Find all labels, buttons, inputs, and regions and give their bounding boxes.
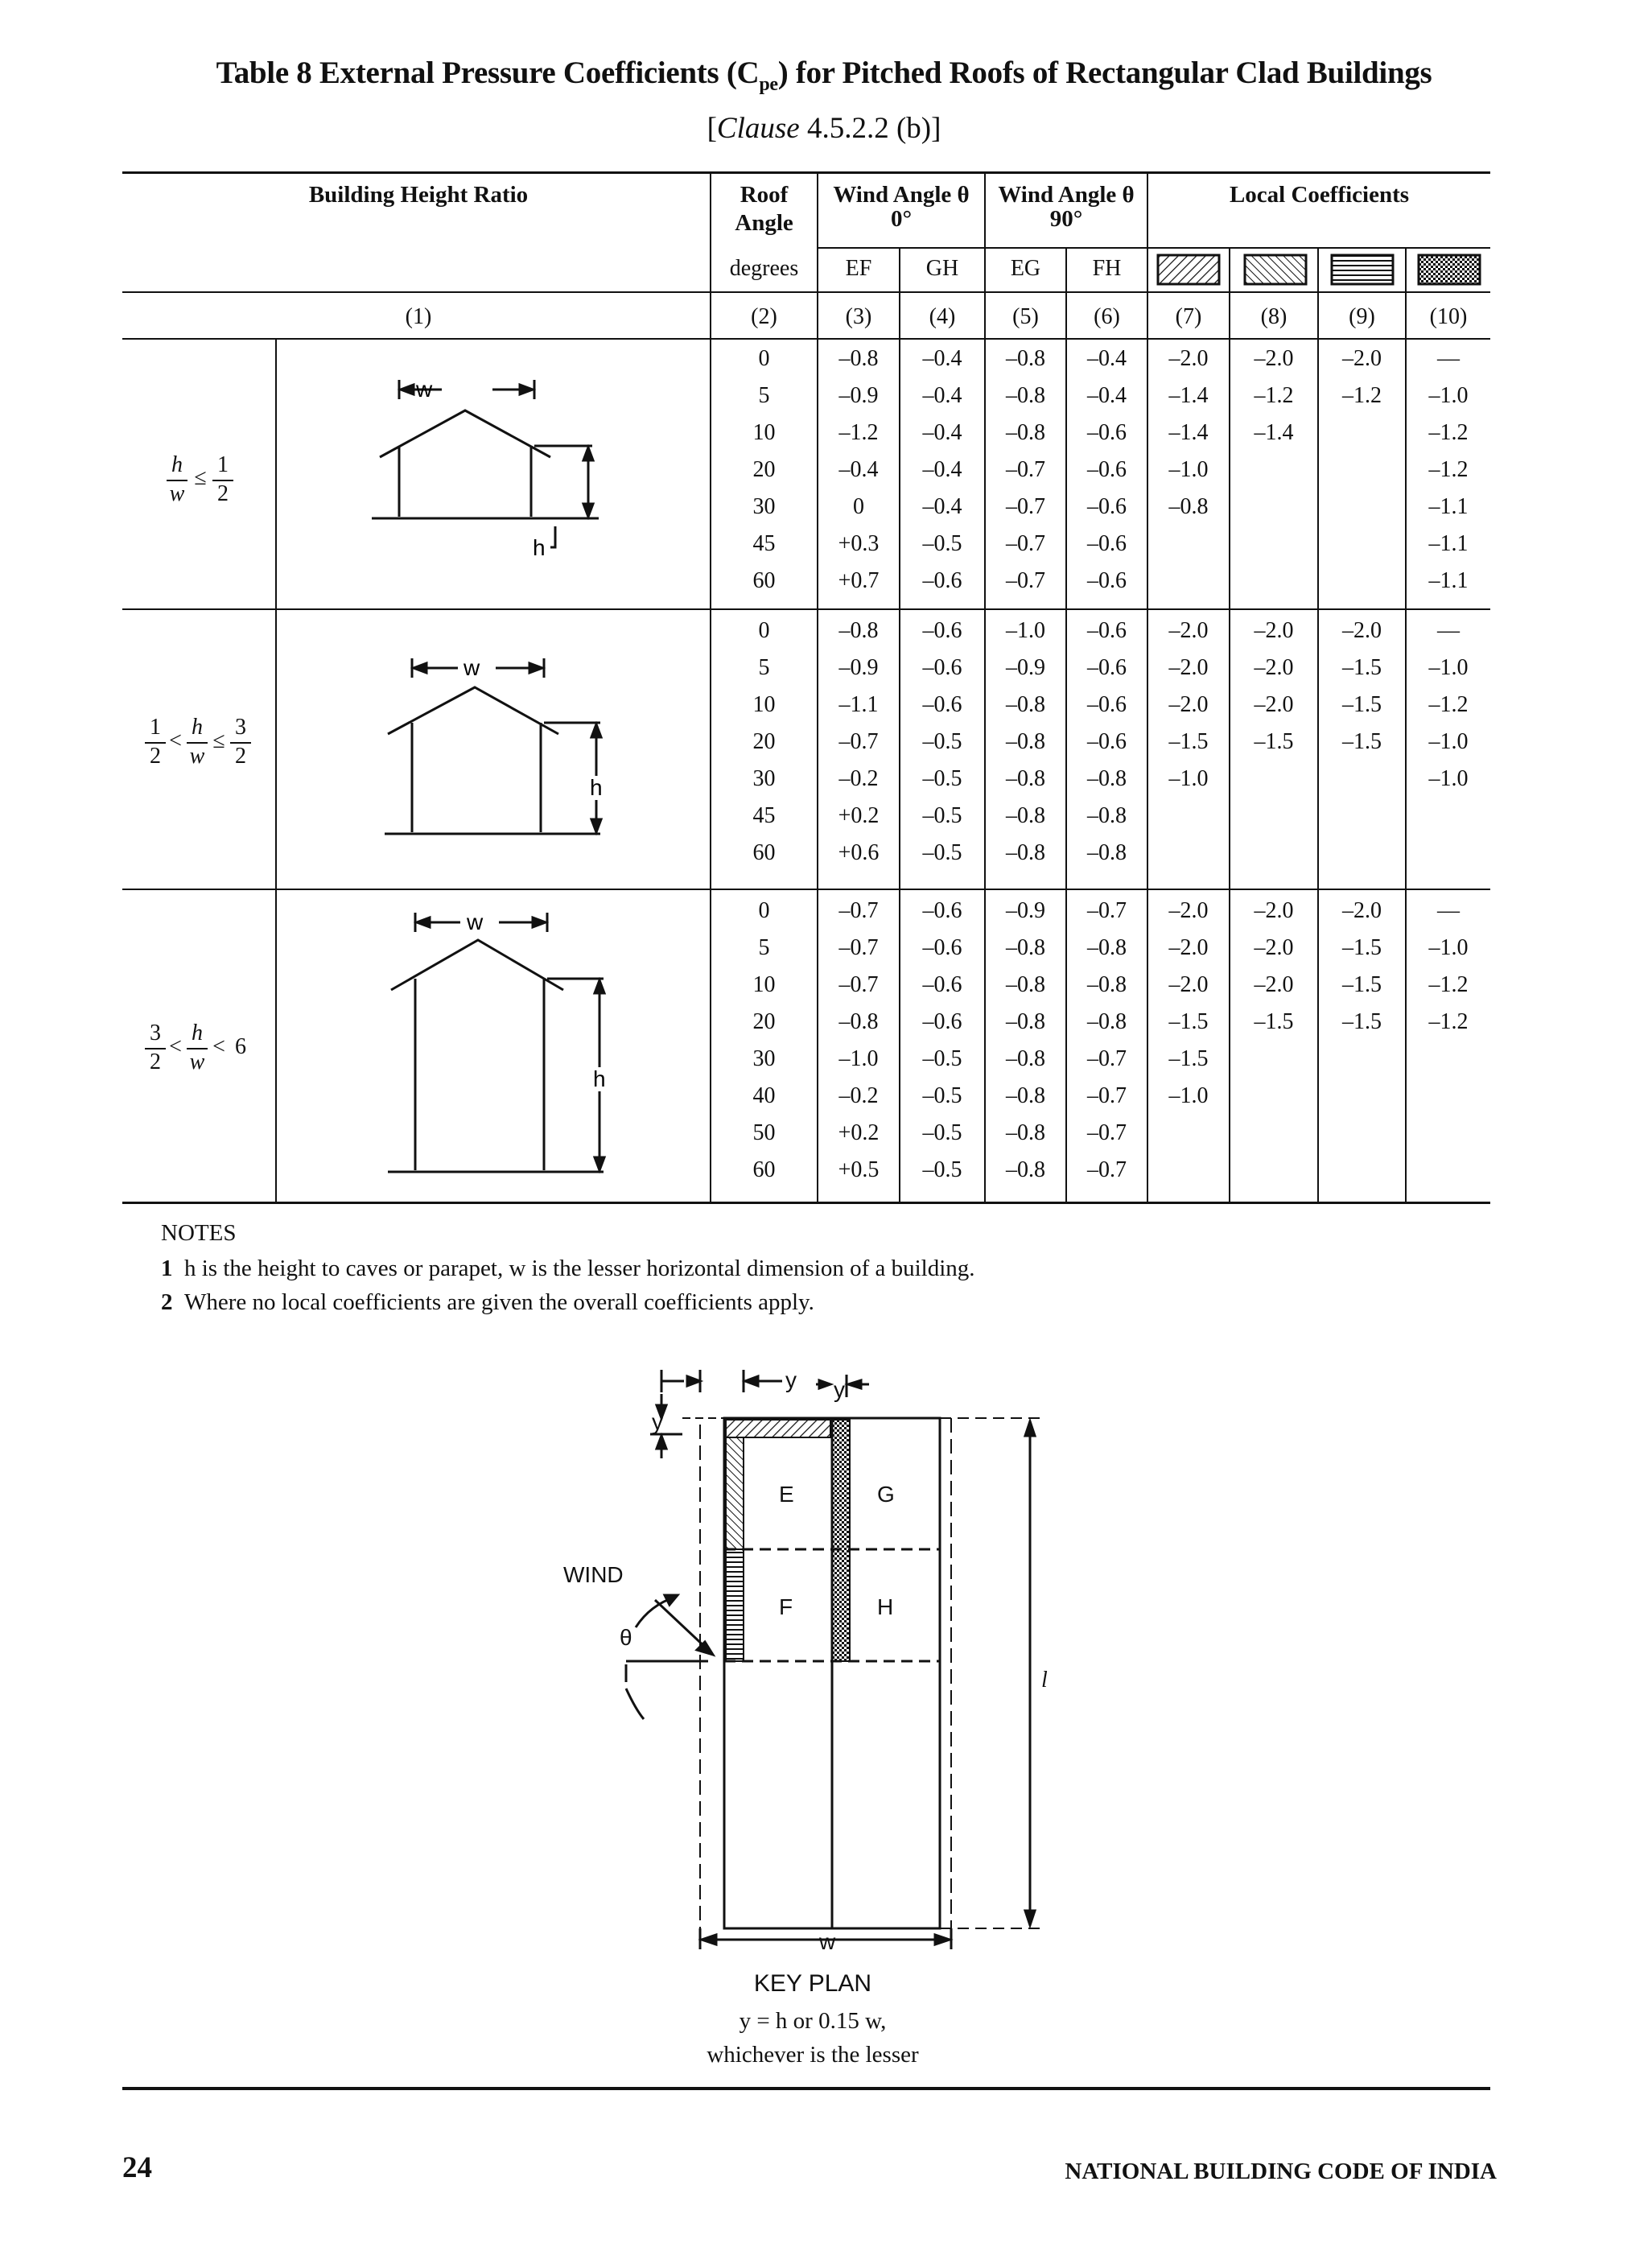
- ratio3-op2: <: [212, 1034, 225, 1059]
- coefficient-cell: –0.7: [838, 935, 879, 960]
- building-sketch-low: [277, 340, 710, 608]
- coefficient-cell: –1.2: [1428, 457, 1469, 482]
- coefficient-cell: –1.5: [1342, 1009, 1382, 1034]
- roof-angle-cell: 30: [752, 766, 776, 791]
- coefficient-cell: –1.0: [1428, 383, 1469, 408]
- coefficient-cell: –1.2: [1254, 383, 1294, 408]
- sketch3-h-label: h: [593, 1066, 606, 1091]
- roof-angle-cell: 10: [752, 692, 776, 717]
- coefficient-cell: –0.7: [838, 898, 879, 923]
- key-plan-w: w: [819, 1929, 836, 1954]
- coefficient-cell: –1.2: [1428, 1009, 1469, 1034]
- coefficient-cell: –0.5: [922, 1157, 962, 1182]
- coefficient-cell: –0.4: [922, 457, 962, 482]
- coefficient-cell: –0.6: [1087, 692, 1127, 717]
- local-coefficient-symbols: [1148, 249, 1490, 291]
- coefficient-cell: –0.8: [1006, 1120, 1045, 1145]
- coefficient-cell: +0.2: [838, 803, 880, 828]
- coefficient-cell: –1.5: [1342, 655, 1382, 680]
- coefficient-cell: –2.0: [1168, 692, 1209, 717]
- coefficient-cell: –0.6: [922, 1009, 962, 1034]
- footer-rule: [122, 2087, 1490, 2090]
- symbol-col8-icon: [1245, 255, 1306, 284]
- roof-angle-cell: 45: [752, 803, 776, 828]
- note-2: 2 Where no local coefficients are given the overall coefficients apply.: [161, 1289, 814, 1315]
- coefficient-cell: –1.5: [1254, 1009, 1294, 1034]
- ratio2-h: h: [192, 715, 203, 740]
- ratio2-c-den: 2: [235, 744, 246, 769]
- coefficient-cell: –0.2: [838, 1083, 879, 1108]
- col-number: (5): [1012, 304, 1039, 329]
- coefficient-cell: –2.0: [1254, 655, 1294, 680]
- coefficient-cell: –2.0: [1342, 346, 1382, 371]
- page-number: 24: [122, 2151, 152, 2184]
- coefficient-cell: –0.8: [1006, 1046, 1045, 1071]
- coefficient-cell: –0.8: [1006, 346, 1045, 371]
- key-plan-y-top: y: [785, 1367, 797, 1392]
- coefficient-cell: –0.6: [1087, 494, 1127, 519]
- col-number: (7): [1175, 304, 1202, 329]
- coefficient-cell: –0.7: [1006, 457, 1045, 482]
- coefficient-cell: –0.7: [1087, 1157, 1127, 1182]
- coefficient-cell: +0.7: [838, 568, 880, 593]
- coefficient-cell: –0.5: [922, 531, 962, 556]
- key-plan-h: H: [877, 1594, 894, 1619]
- roof-angle-cell: 0: [758, 346, 770, 371]
- sketch2-h-label: h: [590, 775, 603, 800]
- ratio3-a-num: 3: [150, 1021, 161, 1045]
- coefficient-cell: +0.3: [838, 531, 880, 556]
- coefficient-cell: –0.4: [922, 346, 962, 371]
- coefficient-cell: –2.0: [1168, 935, 1209, 960]
- clause-reference: [Clause 4.5.2.2 (b)]: [707, 112, 941, 145]
- header-wind-angle-90-line1: Wind Angle θ: [998, 182, 1135, 208]
- roof-angle-cell: 60: [752, 568, 776, 593]
- coefficient-cell: –1.0: [1428, 729, 1469, 754]
- key-plan-hatch-top: [726, 1420, 830, 1437]
- col-number: (4): [929, 304, 956, 329]
- coefficient-cell: –0.8: [838, 1009, 879, 1034]
- symbol-col7-icon: [1158, 255, 1219, 284]
- coefficient-cell: –0.4: [838, 457, 879, 482]
- coefficient-cell: –0.7: [1087, 1046, 1127, 1071]
- coefficient-cell: –0.8: [1006, 840, 1045, 865]
- coefficient-cell: –0.6: [1087, 531, 1127, 556]
- coefficient-cell: –0.9: [838, 655, 879, 680]
- coefficient-cell: –0.6: [1087, 457, 1127, 482]
- coefficient-cell: –1.5: [1168, 1009, 1209, 1034]
- coefficient-cell: –1.5: [1342, 972, 1382, 997]
- coefficient-cell: –1.0: [1006, 618, 1045, 643]
- roof-angle-cell: 20: [752, 729, 776, 754]
- ratio1-w: w: [169, 481, 185, 506]
- coefficient-cell: –1.5: [1254, 729, 1294, 754]
- coefficient-cell: –0.8: [1006, 1083, 1045, 1108]
- key-plan-y-left: y: [652, 1409, 663, 1434]
- ratio1-op: ≤: [194, 465, 207, 490]
- coefficient-cell: +0.2: [838, 1120, 880, 1145]
- roof-angle-cell: 20: [752, 1009, 776, 1034]
- coefficient-cell: –0.5: [922, 729, 962, 754]
- coefficient-cell: –0.5: [922, 840, 962, 865]
- header-fh: FH: [1092, 256, 1122, 281]
- coefficient-cell: –1.1: [1428, 494, 1469, 519]
- coefficient-cell: –0.6: [1087, 729, 1127, 754]
- coefficient-cell: –0.4: [922, 383, 962, 408]
- header-gh: GH: [925, 256, 959, 281]
- coefficient-cell: –0.7: [1087, 1120, 1127, 1145]
- key-plan-diagram: [547, 1352, 1127, 1964]
- coefficient-cell: –2.0: [1168, 655, 1209, 680]
- col-number: (6): [1094, 304, 1120, 329]
- coefficient-cell: –0.9: [1006, 898, 1045, 923]
- key-plan-hatch-left-e: [726, 1437, 744, 1549]
- coefficient-cell: –2.0: [1168, 618, 1209, 643]
- coefficient-cell: –0.6: [1087, 420, 1127, 445]
- coefficient-cell: –1.0: [1428, 935, 1469, 960]
- coefficient-cell: –0.5: [922, 766, 962, 791]
- ratio1-1: 1: [217, 452, 229, 477]
- ratio2-c-num: 3: [235, 715, 246, 740]
- ratio2-a-den: 2: [150, 744, 161, 769]
- table-title: Table 8 External Pressure Coefficients $(C_{pe})$ for Pitched Roofs of Rectangular Clad Buildings: [216, 56, 1432, 95]
- coefficient-cell: –0.5: [922, 1083, 962, 1108]
- key-plan-title: KEY PLAN: [753, 1970, 872, 1997]
- coefficient-cell: –2.0: [1254, 898, 1294, 923]
- coefficient-cell: –1.0: [1168, 457, 1209, 482]
- coefficient-cell: –0.5: [922, 1046, 962, 1071]
- coefficient-cell: –1.5: [1342, 692, 1382, 717]
- coefficient-cell: –0.6: [922, 655, 962, 680]
- roof-angle-cell: 60: [752, 840, 776, 865]
- coefficient-cell: –0.6: [1087, 618, 1127, 643]
- coefficient-cell: –0.6: [922, 618, 962, 643]
- coefficient-cell: –1.1: [1428, 568, 1469, 593]
- col-number: (3): [845, 304, 872, 329]
- coefficient-cell: —: [1437, 346, 1460, 371]
- coefficient-cell: –0.8: [838, 618, 879, 643]
- ratio3-c: 6: [235, 1034, 246, 1059]
- coefficient-cell: –0.2: [838, 766, 879, 791]
- coefficient-cell: –0.4: [1087, 346, 1127, 371]
- roof-angle-cell: 0: [758, 618, 770, 643]
- coefficient-cell: –0.5: [922, 803, 962, 828]
- coefficient-cell: –1.2: [838, 420, 879, 445]
- coefficient-cell: –0.7: [1087, 898, 1127, 923]
- coefficient-cell: –0.4: [922, 420, 962, 445]
- coefficient-cell: –0.4: [1087, 383, 1127, 408]
- sketch2-w-label: w: [464, 655, 480, 680]
- coefficient-cell: –2.0: [1254, 972, 1294, 997]
- key-plan-f: F: [779, 1594, 793, 1619]
- coefficient-cell: –1.0: [1168, 1083, 1209, 1108]
- coefficient-cell: –1.4: [1168, 420, 1209, 445]
- header-eg: EG: [1010, 256, 1041, 281]
- symbol-col9-icon: [1332, 255, 1393, 284]
- coefficient-cell: –0.8: [1087, 766, 1127, 791]
- col-number: (8): [1260, 304, 1288, 329]
- coefficient-cell: –2.0: [1342, 898, 1382, 923]
- coefficient-cell: –0.8: [1006, 420, 1045, 445]
- coefficient-cell: –1.5: [1342, 935, 1382, 960]
- coefficient-cell: –2.0: [1254, 346, 1294, 371]
- key-plan-formula-note: whichever is the lesser: [707, 2042, 919, 2068]
- coefficient-cell: –0.8: [1087, 840, 1127, 865]
- coefficient-cell: –1.4: [1254, 420, 1294, 445]
- coefficient-cell: –0.8: [1168, 494, 1209, 519]
- coefficient-cell: –0.8: [1006, 729, 1045, 754]
- roof-angle-cell: 50: [752, 1120, 776, 1145]
- coefficient-cell: 0: [853, 494, 864, 519]
- coefficient-cell: —: [1437, 618, 1460, 643]
- coefficient-cell: –0.7: [1006, 568, 1045, 593]
- coefficient-cell: +0.5: [838, 1157, 880, 1182]
- coefficient-cell: –0.7: [838, 729, 879, 754]
- coefficient-cell: –0.8: [1087, 1009, 1127, 1034]
- header-wind-angle-0-line1: Wind Angle θ: [833, 182, 970, 208]
- coefficient-cell: –0.6: [1087, 655, 1127, 680]
- roof-angle-cell: 20: [752, 457, 776, 482]
- coefficient-cell: –0.6: [922, 972, 962, 997]
- roof-angle-cell: 10: [752, 972, 776, 997]
- coefficient-cell: –0.8: [1087, 935, 1127, 960]
- coefficient-cell: –0.7: [838, 972, 879, 997]
- roof-angle-cell: 40: [752, 1083, 776, 1108]
- coefficient-cell: –1.0: [1428, 655, 1469, 680]
- coefficient-cell: –0.8: [1006, 1157, 1045, 1182]
- roof-angle-cell: 30: [752, 494, 776, 519]
- key-plan-y-ridge: y: [834, 1377, 845, 1402]
- note-1: 1 h is the height to caves or parapet, w is the lesser horizontal dimension of a building.: [161, 1256, 975, 1281]
- ratio2-op2: ≤: [212, 728, 225, 753]
- building-sketch-tall: [277, 890, 710, 1202]
- coefficient-cell: –1.0: [1168, 766, 1209, 791]
- coefficient-cell: –0.8: [1006, 935, 1045, 960]
- key-plan-theta: θ: [620, 1625, 632, 1650]
- coefficient-cell: –0.7: [1006, 531, 1045, 556]
- ratio2-op1: <: [169, 728, 182, 753]
- header-local-coefficients: Local Coefficients: [1229, 182, 1410, 208]
- coefficient-cell: –1.2: [1428, 692, 1469, 717]
- sketch1-w-label: w: [416, 377, 433, 402]
- ratio3-h: h: [192, 1021, 203, 1045]
- header-roof-angle-line1: Roof: [740, 182, 789, 208]
- coefficient-cell: –1.1: [1428, 531, 1469, 556]
- roof-angle-cell: 45: [752, 531, 776, 556]
- coefficient-cell: –0.6: [1087, 568, 1127, 593]
- coefficient-cell: +0.6: [838, 840, 880, 865]
- coefficient-cell: –0.9: [838, 383, 879, 408]
- sketch1-h-label: h: [533, 535, 546, 560]
- ratio1-2: 2: [217, 481, 229, 506]
- coefficient-cell: –2.0: [1254, 935, 1294, 960]
- ratio3-a-den: 2: [150, 1049, 161, 1074]
- coefficient-cell: –0.8: [1087, 803, 1127, 828]
- col-number: (1): [405, 304, 432, 329]
- coefficient-cell: –1.1: [838, 692, 879, 717]
- coefficient-cell: –0.6: [922, 692, 962, 717]
- header-wind-angle-0-line2: 0°: [890, 206, 913, 232]
- coefficient-cell: –0.4: [922, 494, 962, 519]
- header-roof-angle-line2: Angle: [735, 210, 793, 236]
- header-degrees: degrees: [729, 256, 799, 281]
- roof-angle-cell: 0: [758, 898, 770, 923]
- roof-angle-cell: 10: [752, 420, 776, 445]
- notes-heading: NOTES: [161, 1220, 237, 1246]
- coefficient-cell: –1.4: [1168, 383, 1209, 408]
- coefficient-cell: –1.5: [1342, 729, 1382, 754]
- coefficient-cell: –0.6: [922, 935, 962, 960]
- publication-name: NATIONAL BUILDING CODE OF INDIA: [1065, 2159, 1497, 2184]
- coefficient-cell: –2.0: [1168, 898, 1209, 923]
- coefficient-cell: –0.8: [1006, 1009, 1045, 1034]
- coefficient-cell: –2.0: [1168, 972, 1209, 997]
- coefficient-cell: –0.6: [922, 568, 962, 593]
- coefficient-cell: –0.7: [1087, 1083, 1127, 1108]
- coefficient-cell: –0.5: [922, 1120, 962, 1145]
- roof-angle-cell: 30: [752, 1046, 776, 1071]
- coefficient-cell: –0.7: [1006, 494, 1045, 519]
- key-plan-hatch-ridge: [832, 1420, 850, 1661]
- coefficient-cell: –0.8: [838, 346, 879, 371]
- coefficient-cell: –0.6: [922, 898, 962, 923]
- col-number: (10): [1429, 304, 1468, 329]
- coefficient-cell: –0.8: [1006, 972, 1045, 997]
- roof-angle-cell: 5: [758, 935, 770, 960]
- symbol-col10-icon: [1419, 255, 1480, 284]
- coefficient-cell: –2.0: [1168, 346, 1209, 371]
- header-ef: EF: [845, 256, 872, 281]
- key-plan-l: l: [1041, 1668, 1048, 1693]
- ratio3-op1: <: [169, 1034, 182, 1059]
- coefficient-cell: –1.2: [1428, 972, 1469, 997]
- coefficient-cell: –0.8: [1006, 692, 1045, 717]
- coefficient-cell: –2.0: [1254, 618, 1294, 643]
- coefficient-cell: –1.0: [1428, 766, 1469, 791]
- roof-angle-cell: 5: [758, 383, 770, 408]
- ratio2-w: w: [189, 744, 205, 769]
- roof-angle-cell: 60: [752, 1157, 776, 1182]
- coefficient-cell: –1.2: [1342, 383, 1382, 408]
- building-sketch-mid: [277, 610, 710, 889]
- coefficient-cell: –2.0: [1254, 692, 1294, 717]
- col-number: (2): [751, 304, 777, 329]
- coefficient-cell: –2.0: [1342, 618, 1382, 643]
- ratio1-h: h: [171, 452, 183, 477]
- coefficient-cell: –1.2: [1428, 420, 1469, 445]
- key-plan-wind: WIND: [563, 1562, 624, 1587]
- coefficient-cell: –0.8: [1087, 972, 1127, 997]
- sketch3-w-label: w: [467, 909, 484, 934]
- header-building-height-ratio: Building Height Ratio: [308, 182, 529, 208]
- key-plan-hatch-left-f: [726, 1549, 744, 1661]
- coefficient-cell: –0.8: [1006, 766, 1045, 791]
- key-plan-e: E: [779, 1482, 794, 1507]
- coefficient-cell: –0.8: [1006, 383, 1045, 408]
- roof-angle-cell: 5: [758, 655, 770, 680]
- coefficient-cell: –0.8: [1006, 803, 1045, 828]
- coefficient-cell: –0.9: [1006, 655, 1045, 680]
- header-wind-angle-90-line2: 90°: [1049, 206, 1083, 232]
- coefficient-cell: –1.0: [838, 1046, 879, 1071]
- col-number: (9): [1349, 304, 1375, 329]
- coefficient-cell: –1.5: [1168, 1046, 1209, 1071]
- ratio2-a-num: 1: [150, 715, 161, 740]
- key-plan-formula: y = h or 0.15 w,: [739, 2008, 887, 2034]
- coefficient-cell: –1.5: [1168, 729, 1209, 754]
- ratio3-w: w: [189, 1049, 205, 1074]
- coefficient-cell: —: [1437, 898, 1460, 923]
- key-plan-g: G: [877, 1482, 895, 1507]
